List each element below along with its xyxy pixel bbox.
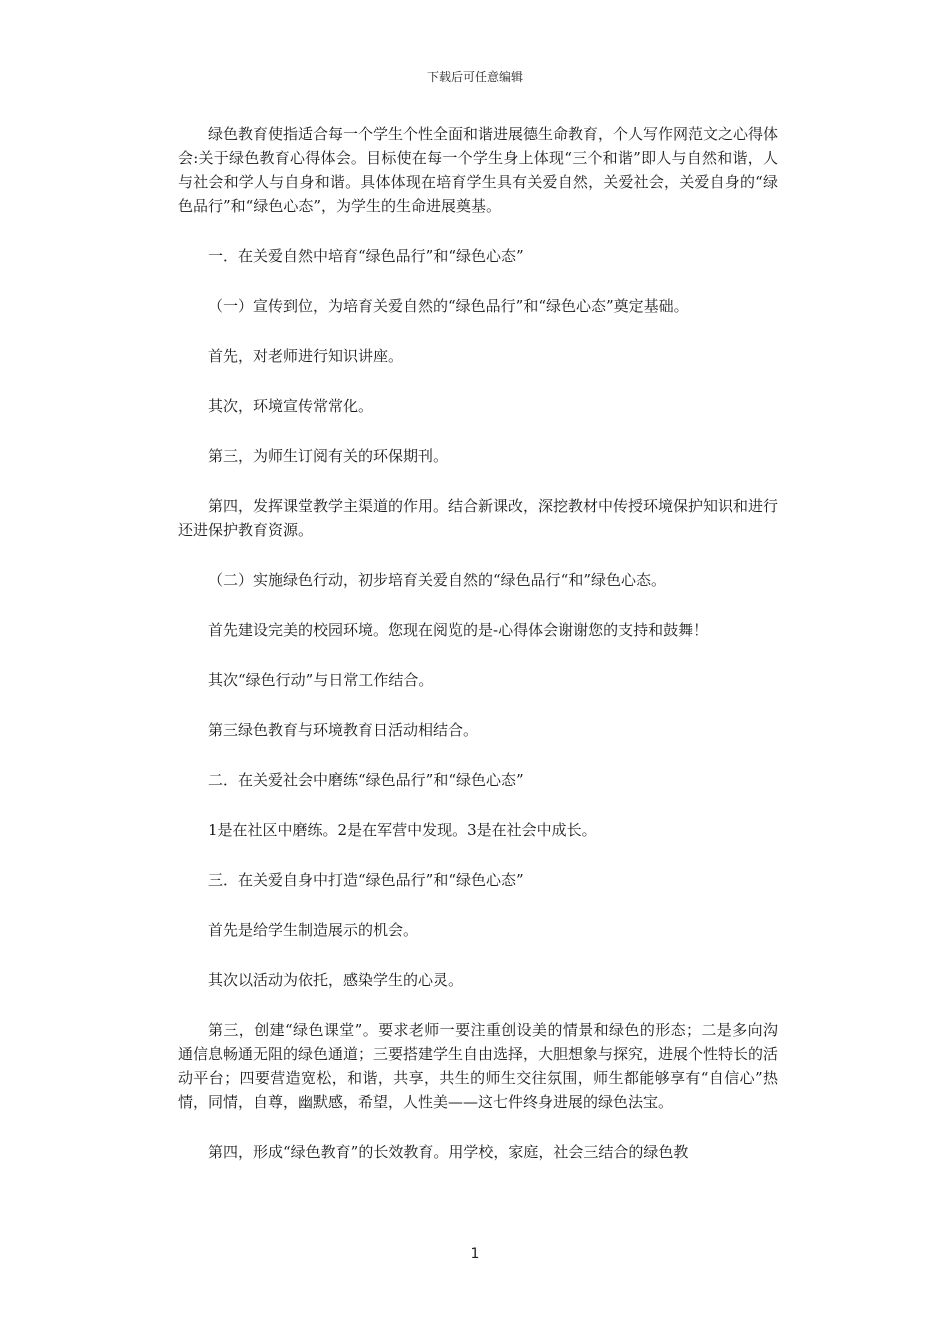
document-body	[178, 122, 778, 1164]
section-heading-1: 一．在关爱自然中培育“绿色品行”和“绿色心态”	[208, 247, 524, 265]
paragraph: 其次以活动为依托，感染学生的心灵。	[208, 971, 464, 989]
paragraph: 第三绿色教育与环境教育日活动相结合。	[208, 721, 479, 739]
paragraph: 首先建设完美的校园环境。您现在阅览的是-心得体会谢谢您的支持和鼓舞！	[208, 621, 709, 639]
paragraph: 第三，创建“绿色课堂”。要求老师一要注重创设美的情景和绿色的形态；二是多向沟通信息畅通无阻的绿色通道；三要搭建学生自由选择，大胆想象与探究，进展个性特长的活动平台；四要营造宽松，和谐，共享，共生的师生交往氛围，师生都能够享有“自信心”热情，同情，自尊，幽默感，希望，人性美——这七件终身进展的绿色法宝。	[178, 1021, 779, 1111]
paragraph: 1是在社区中磨练。2是在军营中发现。3是在社会中成长。	[208, 821, 597, 839]
paragraph-intro: 绿色教育使指适合每一个学生个性全面和谐进展德生命教育，个人写作网范文之心得体会:关于绿色教育心得体会。目标使在每一个学生身上体现“三个和谐”即人与自然和谐，人与社会和学人与自身和谐。具体体现在培育学生具有关爱自然，关爱社会，关爱自身的“绿色品行”和“绿色心态”，为学生的生命进展奠基。	[178, 125, 779, 215]
section-heading-2: 二．在关爱社会中磨练“绿色品行”和“绿色心态”	[208, 771, 524, 789]
page-number: 1	[470, 1246, 480, 1262]
paragraph: 其次，环境宣传常常化。	[208, 397, 374, 415]
subsection-heading-1-1: （一）宣传到位，为培育关爱自然的“绿色品行”和“绿色心态”奠定基础。	[208, 297, 689, 315]
page-header: 下载后可任意编辑	[426, 70, 523, 84]
paragraph: 首先，对老师进行知识讲座。	[208, 347, 404, 365]
paragraph: 第四，形成“绿色教育”的长效教育。用学校，家庭，社会三结合的绿色教	[208, 1143, 689, 1161]
section-heading-3: 三．在关爱自身中打造“绿色品行”和“绿色心态”	[208, 871, 524, 889]
paragraph: 其次“绿色行动”与日常工作结合。	[208, 671, 434, 689]
subsection-heading-1-2: （二）实施绿色行动，初步培育关爱自然的“绿色品行“和”绿色心态。	[208, 571, 667, 589]
paragraph: 第四，发挥课堂教学主渠道的作用。结合新课改，深挖教材中传授环境保护知识和进行还进保护教育资源。	[178, 497, 779, 539]
paragraph: 首先是给学生制造展示的机会。	[208, 921, 419, 939]
paragraph: 第三，为师生订阅有关的环保期刊。	[208, 447, 449, 465]
